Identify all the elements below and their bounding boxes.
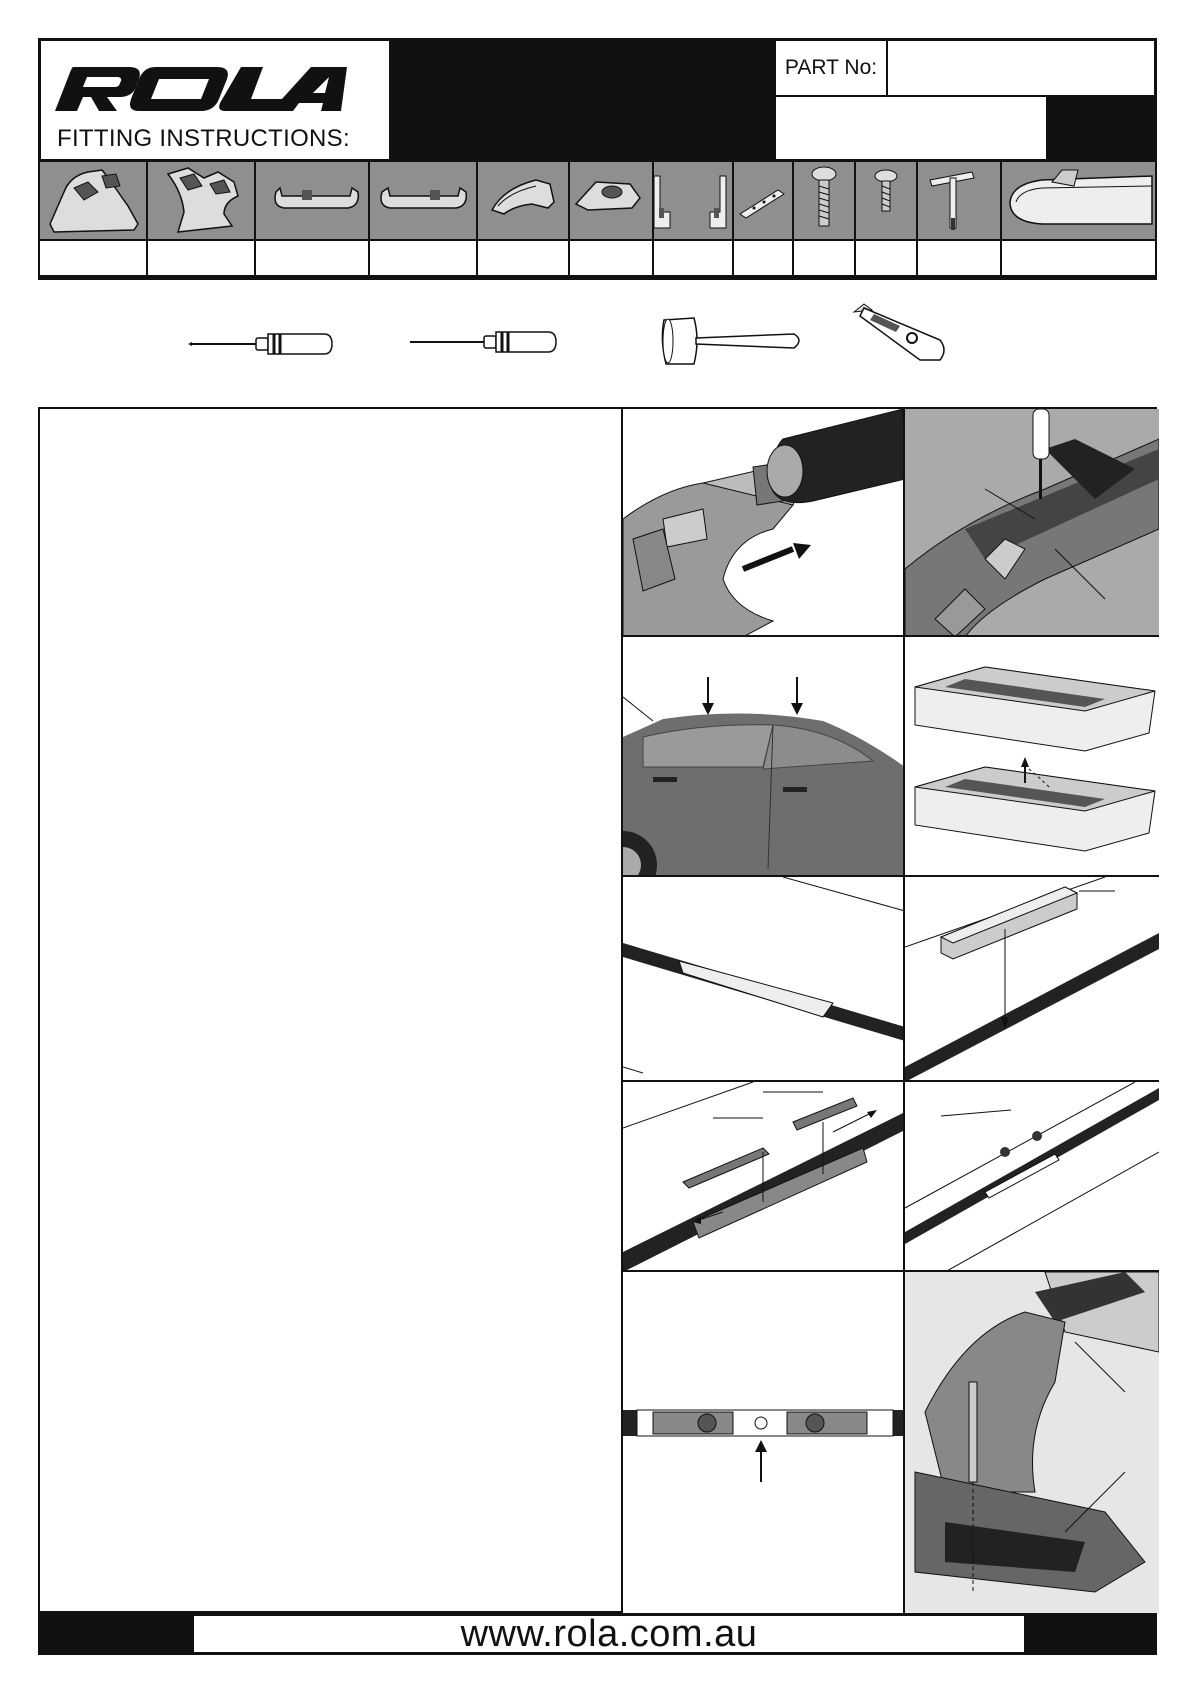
cover-icon	[480, 162, 566, 239]
t-key-icon	[918, 162, 998, 239]
footer	[38, 1613, 1157, 1655]
utility-knife-icon	[850, 300, 954, 368]
figure-insert-bar	[905, 877, 1159, 1082]
flat-screwdriver-icon	[408, 324, 558, 360]
rubber-mallet-icon	[658, 310, 804, 372]
rola-logo	[51, 65, 351, 113]
crossbar-icon	[1002, 162, 1157, 239]
black-corner-block	[1046, 97, 1154, 159]
subtitle: FITTING INSTRUCTIONS:	[57, 125, 350, 152]
figure-tighten-screw	[905, 409, 1159, 637]
part-quantity-row	[38, 239, 1157, 277]
figure-foot-assembly	[905, 1272, 1159, 1613]
part-no-value	[888, 41, 1154, 97]
figure-roof-channel	[623, 877, 905, 1082]
figure-channel-screws	[905, 1082, 1159, 1272]
title-block	[391, 41, 774, 159]
figure-cover-lift	[905, 637, 1159, 877]
instructions-text-area	[40, 409, 623, 1613]
figure-foot-insert	[623, 409, 905, 637]
pad-icon	[262, 162, 370, 239]
logo-cell	[41, 41, 391, 159]
pad-icon	[372, 162, 476, 239]
bolt-icon	[794, 162, 854, 239]
key-plate-icon	[650, 162, 730, 239]
clip-icon	[568, 162, 648, 239]
figure-plate-closeup	[623, 1272, 905, 1613]
divider	[38, 275, 1157, 280]
phillips-screwdriver-icon	[186, 326, 334, 362]
bar-insert-icon	[734, 162, 792, 239]
screw-icon	[856, 162, 916, 239]
part-no-label: PART No:	[774, 41, 888, 97]
figure-key-plates	[623, 1082, 905, 1272]
main-panel	[38, 407, 1157, 1613]
parts-strip	[38, 162, 1157, 239]
reference-cell	[774, 97, 1046, 159]
website-url[interactable]: www.rola.com.au	[194, 1616, 1024, 1652]
header	[38, 38, 1157, 162]
foot-icon	[158, 162, 254, 239]
figure-car-side	[623, 637, 905, 877]
foot-icon	[44, 162, 144, 239]
